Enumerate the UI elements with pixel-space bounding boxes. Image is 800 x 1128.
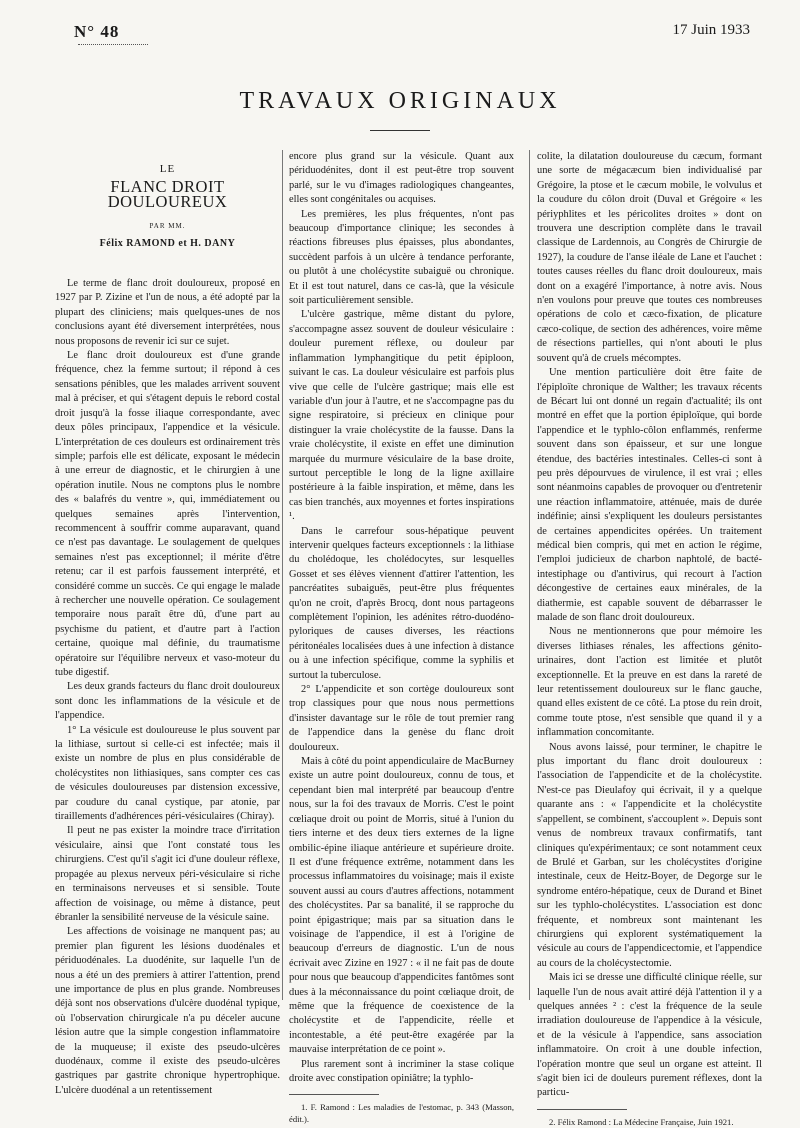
- column-2: [289, 150, 514, 1125]
- issue-date: 17 Juin 1933: [672, 22, 750, 38]
- paragraph: Nous avons laissé, pour terminer, le chapitre le plus important du flanc droit douloureux : l'association de l'appendicite et de la cholécystite. N'est-ce pas Dieulafoy qui écrivait, il y a quelque quarante ans : « l'appendicite et la cholécystite s'appellent, se combinent, s'accouplent ». Depuis sont venus de nombreux travaux confirmatifs, tant cliniques qu'expérimentaux; ce sont notamment ceux de Brulé et Garban, sur les cholécystites d'origine intestinale, ceux de Heitz-Boyer, de Degorge sur le syndrome entéro-hépatique, ceux de Durand et Binet sur les typhlo-cholécystites. L'association est donc fréquente, et nombreux sont maintenant les chirurgiens qui explorent systématiquement la vésicule au cours de l'appendicectomie, et l'appendice au cours de la cholécystectomie.: [537, 741, 762, 969]
- footnote-rule: [289, 1094, 379, 1095]
- column-1: [55, 160, 280, 1098]
- paragraph: 1° La vésicule est douloureuse le plus souvent par la lithiase, surtout si celle-ci est infectée; mais il existe un nombre de plus en plus considérable de cholécystites non lithiasiques, sans compter ces cas de vésicules douloureuses par distension excessive, par coudure du canal cystique, par atonie, par tiraillements d'adhérences péri-vésiculaires (Chiray).: [55, 724, 280, 823]
- paragraph: Mais à côté du point appendiculaire de MacBurney existe un autre point douloureux, connu de tous, et cependant bien mal interprété par beaucoup d'entre nous, sur la foi des travaux de Morris. C'est le point cœliaque droit ou point de Morris, situé à l'union du tiers interne et des deux tiers externes de la ligne ombilic-épine iliaque antérieure et supérieure droite. Il est d'une fréquence extrême, notamment dans les processus inflammatoires du voisinage; mais il existe souvent aussi au cours d'autres affections, notamment des cholécystites. Par sa banalité, il se rapproche du point épigastrique; mais par sa situation dans le voisinage de l'appendice, il est à l'origine de beaucoup d'erreurs de diagnostic. L'un de nous écrivait avec Zizine en 1927 : « il ne fait pas de doute pour nous que beaucoup d'appendicites fantômes sont dues à la méconnaissance du point cœliaque droit, de même que la fréquence de coexistence de la cholécystite et de l'appendicite, réelle et incontestable, a été peut-être exagérée par la mauvaise interprétation de ce point ».: [289, 756, 514, 1056]
- paragraph: Nous ne mentionnerons que pour mémoire les diverses lithiases rénales, les affections génito-urinaires, dont l'action est limitée et plutôt exceptionnelle. Et la preuve en est dans la rareté de leur retentissement douloureux sur le flanc gauche, quand elles existent de ce côté. La ptose du rein droit, comme toute ptose, n'est sensible que quand il y a inflammation concomitante.: [537, 626, 762, 739]
- column-3: [537, 150, 762, 1128]
- byline-par: PAR MM.: [149, 222, 186, 231]
- column-divider: [529, 150, 530, 1000]
- authors: Félix RAMOND et H. DANY: [99, 237, 236, 249]
- paragraph: Une mention particulière doit être faite de l'épiploïte chronique de Walther; les travaux récents de Bécart lui ont donné un regain d'actualité; ils ont montré en effet que la portion épiploïque, qui borde l'appendice et le typhlo-côlon enflammés, renferme souvent dans son épaisseur, et sur une longue étendue, des bactéries intestinales. Celles-ci sont à peu près dépourvues de virulence, il est vrai ; elles sont néanmoins capables de provoquer ou d'entretenir une réaction inflammatoire, atténuée, mais de durée indéfinie; ainsi s'expliquent les douleurs persistantes de certaines appendicites opérées. Un traitement médical bien compris, qui met en action le régime, l'emploi judicieux de charbon naphtolé, de bacté-intestiphage ou d'antivirus, qui recourt à l'action décongestive de certaines eaux minérales, de la diathermie, est capable souvent de débarrasser le malade de son flanc droit douloureux.: [537, 367, 762, 623]
- paragraph: Les premières, les plus fréquentes, n'ont pas beaucoup d'importance clinique; les secondes à réactions fibreuses plus épaisses, plus abondantes, succèdent parfois à un ulcère à tendance perforante, ou plutôt à une cholécystite subaiguë ou chronique. Et il est tout naturel, dans ce cas-là, que la vésicule soit particulièrement sensible.: [289, 208, 514, 307]
- paragraph: encore plus grand sur la vésicule. Quant aux périduodénites, dont il est peut-être trop souvent parlé, sur le vu d'images radiologiques changeantes, elles sont congénitales ou acquises.: [289, 151, 514, 206]
- footnote-rule: [537, 1109, 627, 1110]
- paragraph: Le terme de flanc droit douloureux, proposé en 1927 par P. Zizine et l'un de nous, a été adopté par la plupart des cliniciens; mais quelques-unes de nos conclusions ayant été diversement interprétées, nous nous proposons de revenir ici sur ce sujet.: [55, 278, 280, 347]
- header-underline: [78, 44, 148, 48]
- column-divider: [282, 150, 283, 1000]
- paragraph: Les deux grands facteurs du flanc droit douloureux sont donc les inflammations de la vésicule et de l'appendice.: [55, 681, 280, 722]
- paragraph: Mais ici se dresse une difficulté clinique réelle, sur laquelle l'un de nous avait attiré déjà l'attention il y a quelques années ² : c'est la fréquence de la seule irradiation douloureuse de l'appendice à la vésicule, et de la vésicule à l'appendice, sans association inflammatoire. On croit à une double infection, l'opération montre que seul un organe est atteint. Il s'agit bien ici de douleurs purement réflexes, dont la particu-: [537, 972, 762, 1099]
- paragraph: L'ulcère gastrique, même distant du pylore, s'accompagne assez souvent de douleur vésiculaire : douleur purement réflexe, ou douleur par inflammation lymphangitique du petit épiploon, suivant le cas. La douleur vésiculaire est parfois plus vive que celle de l'ulcère gastrique; mais elle est variable d'un jour à l'autre, et ne s'accompagne pas du signe respiratoire, si précieux en clinique pour distinguer la vraie cholécystite de la fausse. Dans la vraie cholécystite, il existe en effet une diminution marquée du murmure vésiculaire de la base droite, surtout perceptible le long de la ligne axillaire postérieure à la faible inspiration, et même, dans les cas bien tranchés, aux moyennes et fortes inspirations ¹.: [289, 309, 514, 523]
- paragraph: Le flanc droit douloureux est d'une grande fréquence, chez la femme surtout; il répond à ces sensations pénibles, que les malades arrivent souvent mal à préciser, et qui s'étagent depuis le rebord costal droit jusqu'à la fosse iliaque correspondante, avec deux pôles principaux, l'appendice et la vésicule. L'interprétation de ces douleurs est ordinairement très simple; parfois elle est délicate, exposant le médecin à une erreur de diagnostic, et le chirurgien à une opération inutile. Nous ne comptons plus le nombre des « balafrés du ventre », qui, immédiatement ou quelques semaines après l'intervention, recommencent à souffrir comme auparavant, quand ce n'est pas davantage. Le soulagement de quelques semaines n'est pas exceptionnel; il mérite d'être retenu; car il est parfois faussement interprété, et considéré comme un succès. Ce qui engage le malade à rechercher une nouvelle opération. Ce soulagement temporaire nous paraît être dû, d'une part au psychisme du patient, et d'autre part à l'action certaine, quoique mal définie, du traumatisme opératoire sur l'équilibre nerveux et vaso-moteur du tube digestif.: [55, 350, 280, 678]
- footnote: 1. F. Ramond : Les maladies de l'estomac, p. 343 (Masson, édit.).: [289, 1102, 514, 1125]
- article-title-le: LE: [159, 163, 176, 175]
- section-title: TRAVAUX ORIGINAUX: [239, 88, 561, 114]
- page-number: N° 48: [74, 22, 120, 41]
- paragraph: 2° L'appendicite et son cortège douloureux sont trop classiques pour que nous nous permettions d'insister davantage sur le rôle de tout premier rang de l'appendice dans la genèse du flanc droit douloureux.: [289, 684, 514, 753]
- paragraph: Il peut ne pas exister la moindre trace d'irritation vésiculaire, ainsi que l'ont constaté tous les chirurgiens. C'est qu'il s'agit ici d'une douleur réflexe, propagée au plexus nerveux péri-vésiculaire si riche en terminaisons nerveuses et si sensible. Toute affection de voisinage, ou même à distance, peut ébranler la sensibilité nerveuse de la vésicule saine.: [55, 825, 280, 923]
- paragraph: Dans le carrefour sous-hépatique peuvent intervenir quelques facteurs exceptionnels : la lithiase du cholédoque, les cholédocytes, sur lesquelles Gosset et ses élèves viennent d'attirer l'attention, les pancréatites subaiguës, peut-être plus fréquentes qu'on ne croit, d'après Brocq, dont nous partageons complètement l'opinion, les adénites rétro-duodéno-pyloriques de causes diverses, les réactions péritonéales localisées dues à une infection à distance ou à une infection spécifique, comme la syphilis et surtout la tuberculose.: [289, 525, 514, 681]
- article-title: FLANC DROIT DOULOUREUX: [107, 177, 228, 211]
- title-rule: [370, 130, 430, 131]
- paragraph: Les affections de voisinage ne manquent pas; au premier plan figurent les lésions duodénales et périduodénales. La duodénite, sur laquelle l'un de nous a été un des premiers à attirer l'attention, prend une importance de plus en plus grande. Nombreuses déjà sont nos observations d'ulcère duodénal typique, où l'observation chirurgicale n'a pu déceler aucune lésion autre que la simple congestion inflammatoire de la muqueuse; il existe des pseudo-ulcères duodénaux, comme il existe des pseudo-ulcères gastriques par gastrite chronique hypertrophique. L'ulcère duodénal a un retentissement: [55, 926, 280, 1096]
- paragraph: Plus rarement sont à incriminer la stase colique droite avec constipation opiniâtre; la typhlo-: [289, 1058, 514, 1084]
- footnote: 2. Félix Ramond : La Médecine Française, Juin 1921.: [549, 1116, 734, 1127]
- paragraph: colite, la dilatation douloureuse du cæcum, formant une sorte de mégacæcum bien individualisé par Grégoire, la ptose et le cæcum mobile, le volvulus et la coudure du côlon droit (Duval et Grégoire « les périyphlites et les péricolites droites » dont on trouvera une description complète dans le travail classique de Lardennois, au Congrès de Chirurgie de 1927), la coudure de l'anse iléale de Lane et l'auchet : toutes causes réelles du flanc droit douloureux, mais dont on a exagéré l'importance, à notre avis. Nous n'en voulons pour preuve que toutes ces nombreuses opérations de colo et cæco-fixation, de plicature cæco-colique, de section des adhérences, voire même de résections partielles, qui n'ont abouti le plus souvent qu'à de cruels mécomptes.: [537, 151, 762, 364]
